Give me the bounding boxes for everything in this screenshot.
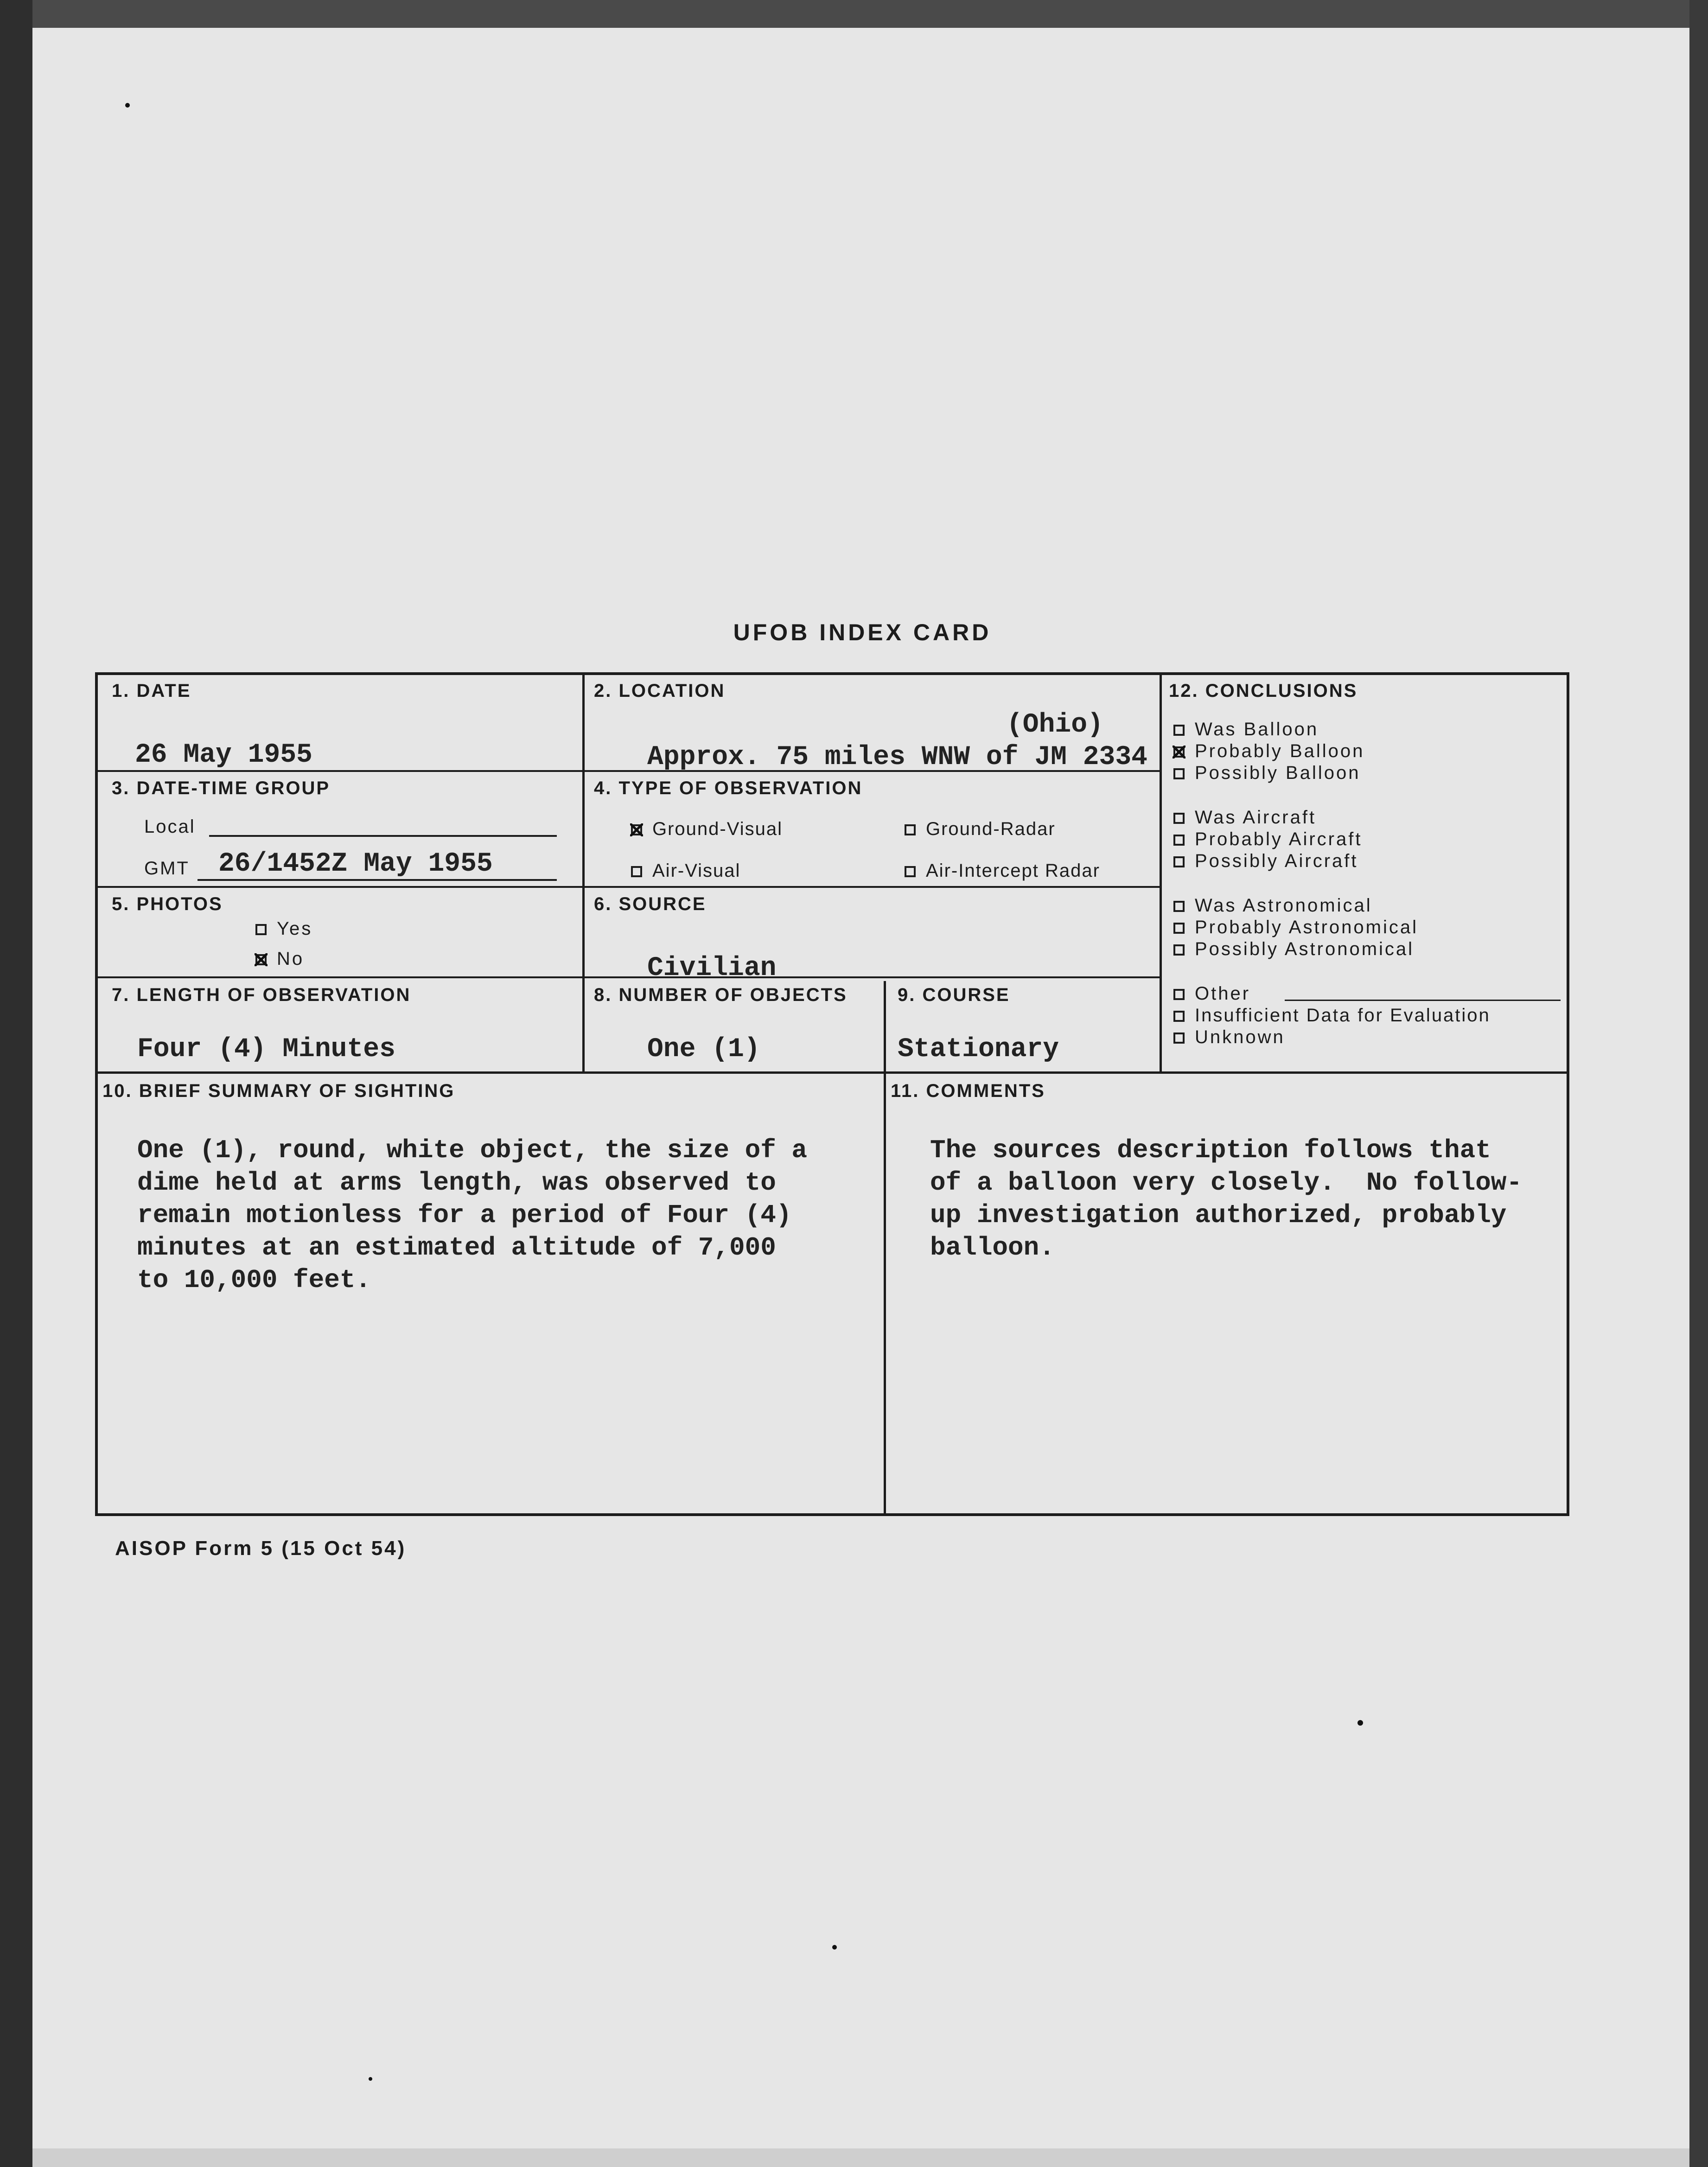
summary-label: 10. BRIEF SUMMARY OF SIGHTING	[102, 1081, 455, 1101]
conclusion-option[interactable]: Probably Aircraft	[1173, 829, 1362, 850]
checkbox-possibly-aircraft[interactable]	[1173, 856, 1185, 867]
comments-text: The sources description follows that of a balloon very closely. No follow- up investigation authorized, probably balloon.	[930, 1135, 1523, 1262]
dust-speck	[832, 1945, 837, 1950]
length-label: 7. LENGTH OF OBSERVATION	[112, 985, 411, 1005]
length-value: Four (4) Minutes	[137, 1034, 395, 1064]
photos-label: 5. PHOTOS	[112, 894, 223, 914]
conclusion-option[interactable]: Other	[1173, 983, 1250, 1004]
source-label: 6. SOURCE	[594, 894, 707, 914]
conclusion-option[interactable]: Was Aircraft	[1173, 807, 1316, 828]
grid-line	[1160, 675, 1162, 1071]
photos-option[interactable]: Yes	[255, 918, 312, 939]
checkbox-probably-astronomical[interactable]	[1173, 923, 1185, 934]
grid-line	[884, 981, 886, 1074]
dtg-gmt-underline	[198, 879, 557, 881]
observation-option[interactable]: Ground-Radar	[905, 819, 1056, 840]
checkbox-ground-visual[interactable]	[631, 824, 642, 835]
course-value: Stationary	[898, 1034, 1059, 1064]
scan-frame-top	[0, 0, 1708, 28]
form-identifier: AISOP Form 5 (15 Oct 54)	[115, 1537, 407, 1560]
grid-line	[98, 886, 1160, 888]
conclusion-option[interactable]: Unknown	[1173, 1027, 1285, 1048]
scan-frame-left	[0, 0, 32, 2167]
observation-option[interactable]: Air-Visual	[631, 860, 740, 881]
checkbox-was-astronomical[interactable]	[1173, 901, 1185, 912]
grid-line	[98, 976, 1160, 978]
dtg-local-underline	[209, 835, 557, 837]
observation-option[interactable]: Air-Intercept Radar	[905, 860, 1100, 881]
conclusion-option[interactable]: Probably Astronomical	[1173, 917, 1418, 938]
dtg-label: 3. DATE-TIME GROUP	[112, 778, 331, 798]
grid-line	[582, 675, 585, 1074]
index-card	[95, 672, 1569, 1516]
checkbox-possibly-astronomical[interactable]	[1173, 944, 1185, 956]
grid-line	[98, 1071, 1567, 1074]
comments-label: 11. COMMENTS	[891, 1081, 1045, 1101]
checkbox-was-aircraft[interactable]	[1173, 813, 1185, 824]
conclusion-option[interactable]: Possibly Balloon	[1173, 763, 1361, 784]
checkbox-was-balloon[interactable]	[1173, 725, 1185, 736]
checkbox-insufficient-data[interactable]	[1173, 1011, 1185, 1022]
conclusion-option[interactable]: Was Astronomical	[1173, 895, 1372, 916]
grid-line	[884, 1074, 886, 1516]
conclusion-option[interactable]: Was Balloon	[1173, 719, 1319, 740]
checkbox-photos-no[interactable]	[255, 954, 267, 965]
checkbox-ground-radar[interactable]	[905, 824, 916, 835]
date-label: 1. DATE	[112, 681, 191, 701]
other-underline	[1285, 1000, 1561, 1001]
location-state: (Ohio)	[1007, 710, 1103, 740]
checkbox-unknown[interactable]	[1173, 1033, 1185, 1044]
checkbox-probably-balloon[interactable]	[1173, 746, 1185, 758]
source-value: Civilian	[647, 953, 777, 983]
conclusions-label: 12. CONCLUSIONS	[1169, 681, 1358, 701]
dust-speck	[369, 2077, 372, 2081]
checkbox-air-intercept-radar[interactable]	[905, 866, 916, 877]
date-value: 26 May 1955	[135, 740, 312, 770]
checkbox-photos-yes[interactable]	[255, 924, 267, 935]
location-label: 2. LOCATION	[594, 681, 726, 701]
conclusion-option[interactable]: Possibly Astronomical	[1173, 939, 1414, 960]
dtg-gmt-label: GMT	[144, 858, 190, 879]
checkbox-probably-aircraft[interactable]	[1173, 835, 1185, 846]
dtg-gmt-value: 26/1452Z May 1955	[218, 849, 493, 879]
checkbox-possibly-balloon[interactable]	[1173, 768, 1185, 779]
photos-option[interactable]: No	[255, 949, 304, 969]
summary-text: One (1), round, white object, the size of a dime held at arms length, was observed to remain motionless for a period of Four (4) minutes at an estimated altitude of 7,000 to 10,000 feet.	[137, 1135, 808, 1295]
dust-speck	[125, 103, 130, 108]
conclusion-option[interactable]: Probably Balloon	[1173, 741, 1364, 762]
dust-speck	[1357, 1720, 1363, 1726]
course-label: 9. COURSE	[898, 985, 1010, 1005]
objects-label: 8. NUMBER OF OBJECTS	[594, 985, 848, 1005]
conclusion-option[interactable]: Possibly Aircraft	[1173, 851, 1358, 872]
conclusion-option[interactable]: Insufficient Data for Evaluation	[1173, 1005, 1491, 1026]
observation-option[interactable]: Ground-Visual	[631, 819, 783, 840]
checkbox-air-visual[interactable]	[631, 866, 642, 877]
location-value: Approx. 75 miles WNW of JM 2334	[647, 742, 1147, 772]
checkbox-other[interactable]	[1173, 989, 1185, 1000]
observation-type-label: 4. TYPE OF OBSERVATION	[594, 778, 863, 798]
scan-frame-right	[1689, 0, 1708, 2167]
dtg-local-label: Local	[144, 816, 196, 837]
objects-value: One (1)	[647, 1034, 760, 1064]
card-title: UFOB INDEX CARD	[733, 619, 992, 645]
